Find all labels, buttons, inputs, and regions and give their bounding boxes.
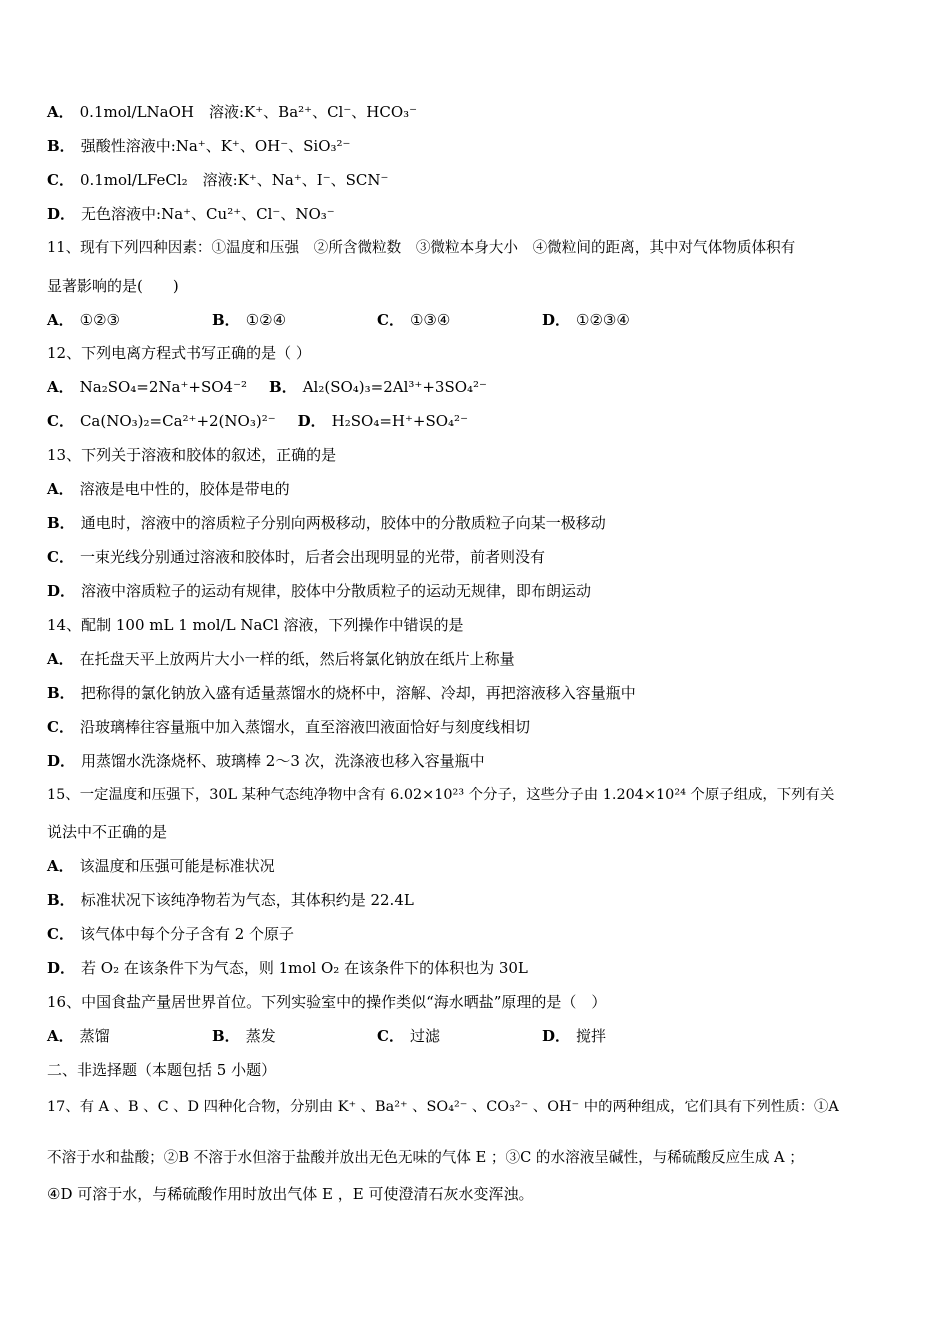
option-label: B． xyxy=(47,684,75,702)
option-text: 一束光线分别通过溶液和胶体时，后者会出现明显的光带，前者则没有 xyxy=(79,548,545,566)
option-text: 搅拌 xyxy=(576,1027,607,1045)
option-text: 0.1mol/LFeCl₂ 溶液:K⁺、Na⁺、I⁻、SCN⁻ xyxy=(79,171,389,189)
option-text: 该气体中每个分子含有 2 个原子 xyxy=(79,925,295,943)
option-text: ①②③④ xyxy=(576,311,630,329)
option-label: B． xyxy=(269,378,297,396)
q12-option-a xyxy=(47,377,247,397)
q14-option-d xyxy=(47,751,485,771)
option-text: 标准状况下该纯净物若为气态，其体积约是 22.4L xyxy=(80,891,414,909)
q16-option-d xyxy=(542,1026,707,1046)
q10-option-d xyxy=(47,204,335,224)
q15-stem: 15、一定温度和压强下，30L 某种气态纯净物中含有 6.02×10²³ 个分子，这些分子由 1.204×10²⁴ 个原子组成，下列有关 xyxy=(47,787,835,803)
option-text: 沿玻璃棒往容量瓶中加入蒸馏水，直至溶液凹液面恰好与刻度线相切 xyxy=(79,718,530,736)
option-label: D． xyxy=(297,412,326,430)
q12-options-row-2 xyxy=(47,411,468,431)
option-label: D． xyxy=(47,959,76,977)
option-label: C． xyxy=(377,1027,404,1045)
q10-option-a xyxy=(47,102,417,122)
option-label: C． xyxy=(47,171,74,189)
q12-option-c xyxy=(47,411,276,431)
q14-option-b xyxy=(47,683,636,703)
q11-stem: 11、现有下列四种因素：①温度和压强 ②所含微粒数 ③微粒本身大小 ④微粒间的距离，其中对气体物质体积有 xyxy=(47,239,796,256)
option-label: A． xyxy=(47,650,74,668)
q17-line-2: 不溶于水和盐酸；②B 不溶于水但溶于盐酸并放出无色无味的气体 E ；③C 的水溶液呈碱性，与稀硫酸反应生成 A ； xyxy=(47,1149,804,1166)
q12-options-row-1 xyxy=(47,377,487,397)
q15-option-c xyxy=(47,924,294,944)
option-label: B． xyxy=(47,137,75,155)
option-label: C． xyxy=(47,548,74,566)
option-text: 该温度和压强可能是标准状况 xyxy=(79,857,275,875)
option-text: 用蒸馏水洗涤烧杯、玻璃棒 2～3 次，洗涤液也移入容量瓶中 xyxy=(81,752,485,770)
q15-option-b xyxy=(47,890,414,910)
option-text: 把称得的氯化钠放入盛有适量蒸馏水的烧杯中，溶解、冷却，再把溶液移入容量瓶中 xyxy=(80,684,636,702)
option-label: A． xyxy=(47,857,74,875)
q10-option-c xyxy=(47,170,388,190)
q11-option-d xyxy=(542,310,707,330)
option-text: ①③④ xyxy=(409,311,451,329)
q17-line-3: ④D 可溶于水，与稀硫酸作用时放出气体 E ，E 可使澄清石灰水变浑浊。 xyxy=(47,1185,534,1203)
option-text: 在托盘天平上放两片大小一样的纸，然后将氯化钠放在纸片上称量 xyxy=(79,650,515,668)
option-label: C． xyxy=(377,311,404,329)
q15-stem-cont: 说法中不正确的是 xyxy=(47,823,168,841)
q15-option-a xyxy=(47,856,275,876)
option-label: A． xyxy=(47,103,74,121)
q12-option-b xyxy=(269,377,487,397)
q10-option-b xyxy=(47,136,350,156)
option-text: 无色溶液中:Na⁺、Cu²⁺、Cl⁻、NO₃⁻ xyxy=(81,205,335,223)
option-text: Al₂(SO₄)₃=2Al³⁺+3SO₄²⁻ xyxy=(302,378,487,396)
option-label: D． xyxy=(542,1027,571,1045)
option-text: 若 O₂ 在该条件下为气态，则 1mol O₂ 在该条件下的体积也为 30L xyxy=(81,959,528,977)
q17-line-1: 17、有 A 、B 、C 、D 四种化合物，分别由 K⁺ 、Ba²⁺ 、SO₄²⁻ 、CO₃²⁻ 、OH⁻ 中的两种组成，它们具有下列性质：①A xyxy=(47,1099,839,1115)
option-label: D． xyxy=(47,205,76,223)
option-label: B． xyxy=(212,311,240,329)
option-text: ①②④ xyxy=(245,311,287,329)
q13-option-c xyxy=(47,547,545,567)
q13-stem: 13、下列关于溶液和胶体的叙述，正确的是 xyxy=(47,446,337,464)
option-label: D． xyxy=(542,311,571,329)
q14-stem: 14、配制 100 mL 1 mol/L NaCl 溶液，下列操作中错误的是 xyxy=(47,616,464,634)
section-heading: 二、非选择题（本题包括 5 小题） xyxy=(47,1061,277,1079)
q11-stem-cont: 显著影响的是( ) xyxy=(47,277,179,295)
option-label: C． xyxy=(47,925,74,943)
q12-option-d xyxy=(298,411,468,431)
q13-option-b xyxy=(47,513,606,533)
option-label: A． xyxy=(47,1027,74,1045)
option-text: 0.1mol/LNaOH 溶液:K⁺、Ba²⁺、Cl⁻、HCO₃⁻ xyxy=(79,103,418,121)
option-label: B． xyxy=(47,514,75,532)
q14-option-a xyxy=(47,649,515,669)
option-text: 蒸馏 xyxy=(79,1027,110,1045)
q11-option-a xyxy=(47,310,212,330)
option-text: Ca(NO₃)₂=Ca²⁺+2(NO₃)²⁻ xyxy=(79,412,276,430)
option-text: 蒸发 xyxy=(245,1027,276,1045)
option-label: C． xyxy=(47,412,74,430)
q13-option-a xyxy=(47,479,290,499)
option-text: 强酸性溶液中:Na⁺、K⁺、OH⁻、SiO₃²⁻ xyxy=(80,137,351,155)
option-text: H₂SO₄=H⁺+SO₄²⁻ xyxy=(331,412,468,430)
q16-option-a xyxy=(47,1026,212,1046)
option-text: ①②③ xyxy=(79,311,120,329)
option-label: D． xyxy=(47,752,76,770)
option-text: Na₂SO₄=2Na⁺+SO4⁻² xyxy=(79,378,248,396)
q16-option-b xyxy=(212,1026,377,1046)
q11-options-row xyxy=(47,310,707,330)
q16-options-row xyxy=(47,1026,707,1046)
option-text: 过滤 xyxy=(409,1027,440,1045)
q14-option-c xyxy=(47,717,530,737)
q11-option-c xyxy=(377,310,542,330)
q16-stem: 16、中国食盐产量居世界首位。下列实验室中的操作类似“海水晒盐”原理的是（ ） xyxy=(47,993,607,1011)
q16-option-c xyxy=(377,1026,542,1046)
option-label: B． xyxy=(47,891,75,909)
option-text: 溶液中溶质粒子的运动有规律，胶体中分散质粒子的运动无规律，即布朗运动 xyxy=(81,582,592,600)
option-text: 通电时，溶液中的溶质粒子分别向两极移动，胶体中的分散质粒子向某一极移动 xyxy=(80,514,606,532)
option-label: A． xyxy=(47,378,74,396)
option-label: C． xyxy=(47,718,74,736)
option-label: A． xyxy=(47,480,74,498)
option-label: D． xyxy=(47,582,76,600)
q13-option-d xyxy=(47,581,591,601)
q15-option-d xyxy=(47,958,528,978)
option-text: 溶液是电中性的，胶体是带电的 xyxy=(79,480,290,498)
q12-stem: 12、下列电离方程式书写正确的是（ ） xyxy=(47,344,311,362)
option-label: B． xyxy=(212,1027,240,1045)
option-label: A． xyxy=(47,311,74,329)
q11-option-b xyxy=(212,310,377,330)
